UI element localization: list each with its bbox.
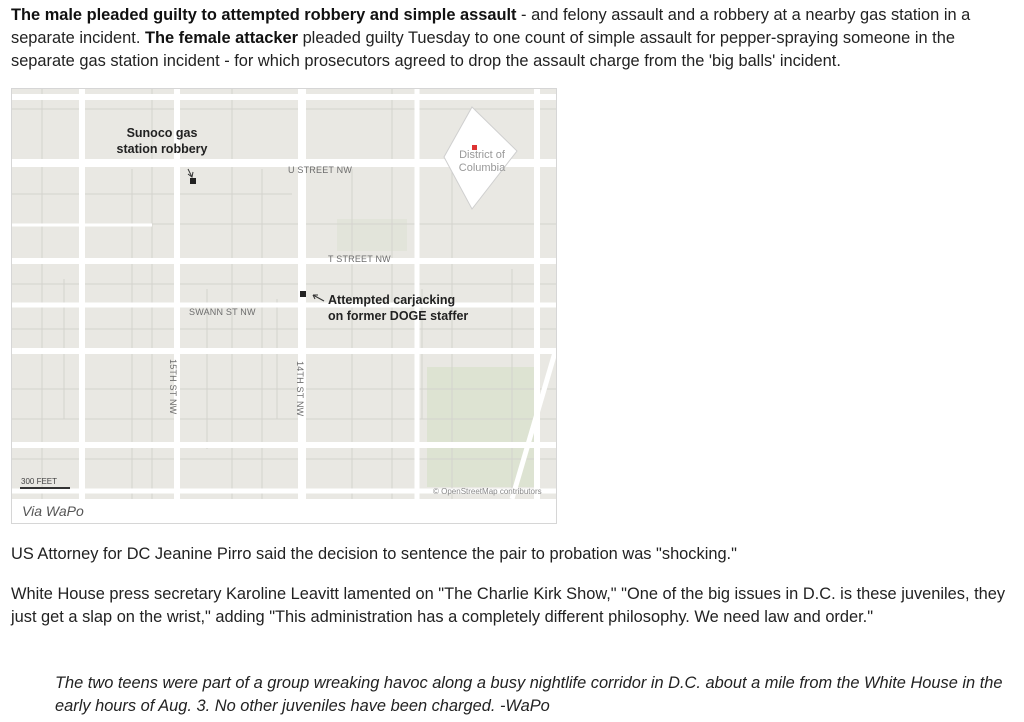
- block-quote: The two teens were part of a group wreaking havoc along a busy nightlife corridor in D.C. about a mile from the White House in the early hours of Aug. 3. No other juveniles have been charged. -WaPo: [55, 674, 1003, 715]
- sunoco-label-line-1: Sunoco gas: [126, 126, 198, 140]
- dc-label-line-2: Columbia: [458, 162, 506, 174]
- sunoco-label: [112, 125, 212, 157]
- street-label-14th: 14TH ST NW: [295, 361, 305, 417]
- street-label-u: U STREET NW: [288, 165, 353, 175]
- sunoco-location-marker: [190, 178, 196, 184]
- carjacking-label: [328, 292, 468, 324]
- dc-label-line-1: District of: [459, 149, 505, 161]
- street-label-swann: SWANN ST NW: [189, 307, 256, 317]
- article-paragraph-3: White House press secretary Karoline Leavitt lamented on "The Charlie Kirk Show," "One of the big issues in D.C. is these juveniles, they just get a slap on the wrist," adding "This administration has a completely different philosophy. We need law and order.": [11, 585, 1006, 626]
- carjacking-location-marker: [300, 291, 306, 297]
- bold-lead-female: The female attacker: [144, 29, 299, 47]
- bold-lead-male: The male pleaded guilty to attempted robbery and simple assault: [11, 6, 517, 24]
- article-paragraph-1: [11, 4, 1016, 73]
- street-label-15th: 15TH ST NW: [168, 359, 178, 415]
- paragraph-text: - and felony assault and a robbery at a nearby gas station in a separate incident.: [11, 6, 971, 47]
- carjacking-label-line-1: Attempted carjacking: [328, 293, 456, 307]
- article-paragraph-2: US Attorney for DC Jeanine Pirro said the decision to sentence the pair to probation was "shocking.": [11, 545, 737, 563]
- sunoco-label-line-2: station robbery: [116, 142, 208, 156]
- scale-bar: [20, 487, 70, 489]
- map-figure: [11, 88, 557, 524]
- scale-label: 300 FEET: [21, 477, 58, 486]
- paragraph-text: pleaded guilty Tuesday to one count of simple assault for pepper-spraying someone in the separate gas station incident - for which prosecutors agreed to drop the assault charge from the 'big balls' incident.: [11, 29, 955, 70]
- dc-inset-label: [447, 149, 517, 175]
- figure-caption: Via WaPo: [22, 503, 84, 519]
- map-credit: © OpenStreetMap contributors: [433, 487, 542, 496]
- street-label-t: T STREET NW: [328, 254, 391, 264]
- carjacking-label-line-2: on former DOGE staffer: [328, 309, 469, 323]
- street-map: [12, 89, 556, 499]
